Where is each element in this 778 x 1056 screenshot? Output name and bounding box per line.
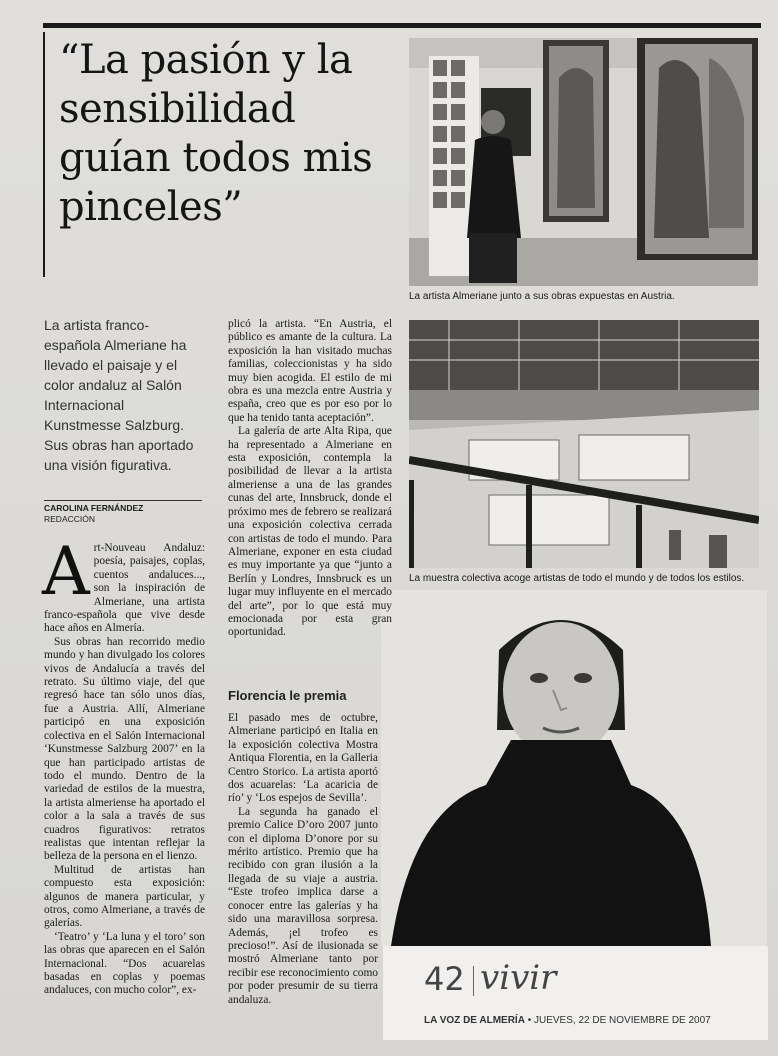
- article-column-1: [42, 533, 205, 998]
- publication-date: JUEVES, 22 DE NOVIEMBRE DE 2007: [534, 1015, 711, 1026]
- lead-paragraph: La artista franco-española Almeriane ha llevado el paisaje y el color andaluz al Salón Internacional Kunstmesse Salzburg. Sus obras han aportado una visión figurativa.: [44, 317, 194, 473]
- article-column-2-bottom: [228, 712, 378, 1007]
- publication-info: LA VOZ DE ALMERÍA • JUEVES, 22 DE NOVIEMBRE DE 2007: [424, 1015, 711, 1026]
- byline-rule: [44, 500, 202, 501]
- byline-role: REDACCIÓN: [44, 514, 96, 524]
- top-rule: [43, 23, 761, 28]
- article-paragraph: La segunda ha ganado el premio Calice D’oro 2007 junto con el diploma D’onore por su mérito artístico. Premio que ha recibido con gran ilusión a la llegada de su viaje a austria. “Este trofeo implica darse a conocer entre las galerías y ha sido una maravillosa sorpresa. Además, ¡el trofeo es precioso!”. Así de ilusionada se mostró Almeriane tanto por recibir ese reconocimiento como por poder presumir de su tierra andaluza.: [228, 805, 378, 1006]
- article-paragraph: Multitud de artistas han compuesto esta exposición: algunos de manera particular, y otros, como Almeriane, a través de galerías.: [44, 863, 205, 930]
- section-name: vivir: [480, 958, 557, 998]
- photo-exhibition-hall-image: [409, 320, 759, 568]
- newspaper-name: LA VOZ DE ALMERÍA: [424, 1015, 525, 1026]
- dropcap: A: [42, 533, 90, 610]
- subheading: Florencia le premia: [228, 688, 347, 703]
- caption-photo1: La artista Almeriane junto a sus obras expuestas en Austria.: [409, 291, 675, 302]
- byline-author: CAROLINA FERNÁNDEZ: [44, 503, 144, 513]
- article-column-2-top: [228, 318, 392, 640]
- article-first-text: rt-Nouveau Andaluz: poesía, paisajes, coplas, cuentos andaluces..., son la inspiración de Almeriane, una artista franco-española que vive desde hace años en Almería.: [44, 542, 205, 635]
- folio-divider: [473, 966, 474, 996]
- caption-photo2: La muestra colectiva acoge artistas de todo el mundo y de todos los estilos.: [409, 573, 745, 584]
- photo-artist-portrait: [381, 590, 767, 946]
- article-paragraph: Sus obras han recorrido medio mundo y han divulgado los colores vivos de Andalucía a través del retrato. Su último viaje, del que regresó hace tan sólo unos días, fue a Austria. Allí, Almeriane participó en una exposición colectiva en el Salón Internacional ‘Kunstmesse Salzburg 2007’ en la que han participado artistas de todo el mundo. Dentro de la variedad de estilos de la muestra, la artista almeriense ha aportado el color a la sala a través de sus cuadros figurativos: retratos realistas que intentan reflejar la belleza de la persona en el lienzo.: [44, 635, 205, 863]
- page-number: 42: [424, 960, 465, 998]
- article-paragraph: El pasado mes de octubre, Almeriane participó en Italia en la exposición colectiva Mostra Antiqua Florentia, en la Galleria Centro Storico. La artista aportó dos acuarelas: ‘La acaricia de río’ y ‘Los espejos de Sevilla’.: [228, 712, 378, 805]
- photo-artist-gallery-image: [409, 38, 758, 286]
- byline: [44, 503, 143, 525]
- article-first-paragraph: [42, 533, 205, 636]
- headline-block: [43, 32, 400, 277]
- article-paragraph: plicó la artista. “En Austria, el público es amante de la cultura. La exposición la han visitado muchas familias, coleccionistas y ha sido muy bien acogida. El estilo de mi obra es una mezcla entre Austria y españa, creo que es por eso por lo que ha tenido tanta aceptación”.: [228, 318, 392, 424]
- article-paragraph: ‘Teatro’ y ‘La luna y el toro’ son las obras que aparecen en el Salón Internacional. “Dos acuarelas basadas en coplas y poemas andaluces, con mucho color”, ex-: [44, 930, 205, 997]
- photo-exhibition-hall: [409, 320, 759, 568]
- photo-artist-gallery: [409, 38, 758, 286]
- headline: “La pasión y la sensibilidad guían todos mis pinceles”: [59, 37, 373, 230]
- photo-artist-portrait-image: [381, 590, 767, 946]
- article-paragraph: La galería de arte Alta Ripa, que ha representado a Almeriane en esta exposición, contempla la posibilidad de llevar a la artista almeriense a una de las grandes cunas del arte, Innsbruck, donde el próximo mes de febrero se realizará una exposición colectiva cerrada con artistas de todo el mundo. Para Almeriane, exponer en esta ciudad es muy importante ya que “junto a Berlín y Londres, Innsbruck es un lugar muy influyente en el mercado del arte”, por lo que está muy emocionada por esta gran oportunidad.: [228, 425, 392, 639]
